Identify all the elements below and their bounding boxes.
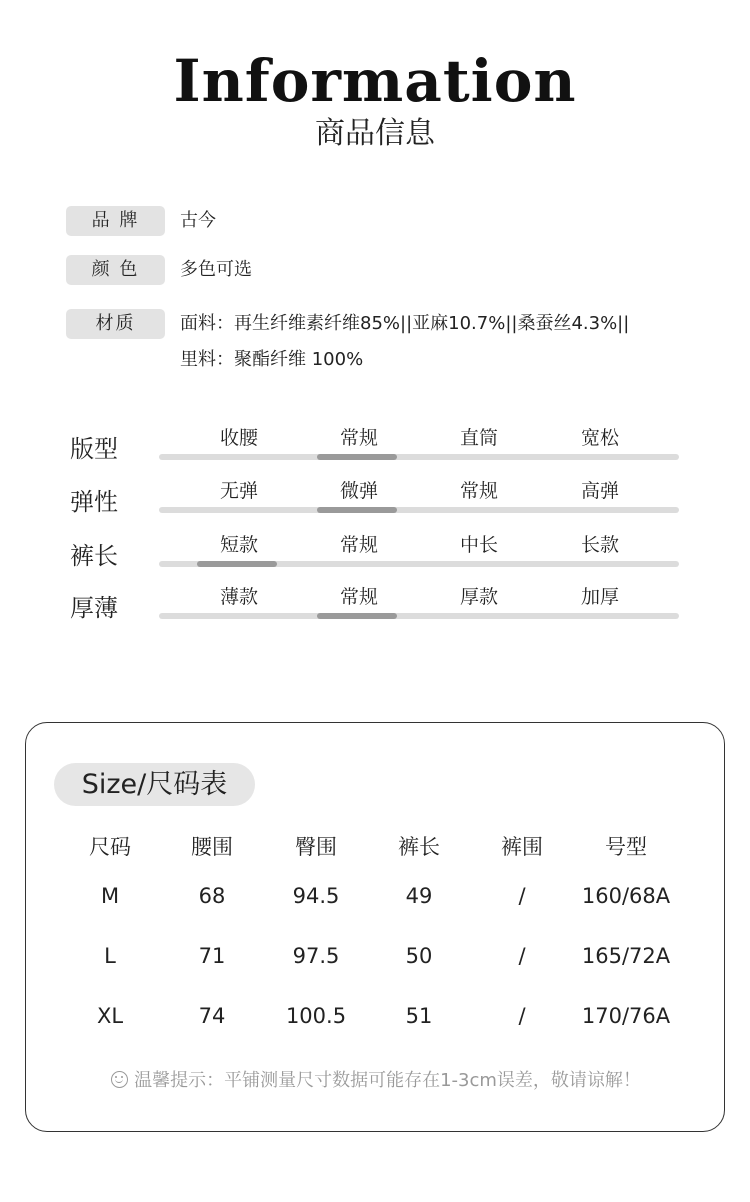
attr-row-length <box>70 530 680 580</box>
size-cell: / <box>518 944 526 968</box>
size-header-cell: 腰围 <box>191 835 233 859</box>
attr-option: 长款 <box>580 534 619 556</box>
attr-name: 厚薄 <box>70 594 118 622</box>
size-note-text: 温馨提示：平铺测量尺寸数据可能存在1-3cm误差，敬请谅解！ <box>134 1070 641 1091</box>
size-cell: 94.5 <box>292 884 340 908</box>
attr-highlight <box>317 507 397 513</box>
attr-track <box>159 507 679 513</box>
size-cell: 71 <box>198 944 226 968</box>
attr-option: 高弹 <box>580 480 619 502</box>
attr-option: 常规 <box>339 586 378 608</box>
smile-icon <box>111 1071 128 1088</box>
size-cell: L <box>104 944 116 968</box>
attr-name: 弹性 <box>70 488 118 516</box>
size-cell: 160/68A <box>581 884 671 908</box>
attr-highlight <box>197 561 277 567</box>
attr-track <box>159 561 679 567</box>
attr-name: 裤长 <box>70 542 118 570</box>
info-label: 颜 色 <box>66 255 165 285</box>
size-cell: 100.5 <box>285 1004 347 1028</box>
size-cell: 170/76A <box>581 1004 671 1028</box>
size-table-title: Size/尺码表 <box>54 763 255 806</box>
size-cell: 49 <box>405 884 433 908</box>
attr-option: 短款 <box>219 534 258 556</box>
attr-track <box>159 454 679 460</box>
attr-option: 直筒 <box>459 427 498 449</box>
size-header-cell: 臀围 <box>295 835 337 859</box>
attr-name: 版型 <box>70 435 118 463</box>
attr-option: 中长 <box>459 534 498 556</box>
attr-row-fit <box>70 423 680 473</box>
attr-option: 收腰 <box>219 427 258 449</box>
attr-option: 微弹 <box>339 480 378 502</box>
attr-option: 常规 <box>339 427 378 449</box>
size-cell: 74 <box>198 1004 226 1028</box>
info-label: 品 牌 <box>66 206 165 236</box>
size-cell: 51 <box>405 1004 433 1028</box>
size-cell: 165/72A <box>581 944 671 968</box>
size-header-cell: 裤围 <box>501 835 543 859</box>
attr-option: 常规 <box>339 534 378 556</box>
size-cell: 50 <box>405 944 433 968</box>
size-cell: 97.5 <box>292 944 340 968</box>
attr-row-thickness <box>70 582 680 632</box>
size-cell: / <box>518 884 526 908</box>
size-cell: M <box>100 884 120 908</box>
attr-row-elasticity <box>70 476 680 526</box>
attr-track <box>159 613 679 619</box>
attr-option: 无弹 <box>219 480 258 502</box>
attr-option: 厚款 <box>459 586 498 608</box>
size-table-card <box>25 722 725 1132</box>
info-label: 材质 <box>66 309 165 339</box>
attr-option: 常规 <box>459 480 498 502</box>
attr-option: 薄款 <box>219 586 258 608</box>
attr-highlight <box>317 454 397 460</box>
size-cell: 68 <box>198 884 226 908</box>
attr-option: 宽松 <box>580 427 619 449</box>
title-cn: 商品信息 <box>315 116 435 151</box>
size-cell: / <box>518 1004 526 1028</box>
info-value: 古今 <box>180 210 216 231</box>
info-value: 里料：聚酯纤维 100% <box>180 349 364 370</box>
info-value: 面料：再生纤维素纤维85%||亚麻10.7%||桑蚕丝4.3%|| <box>180 313 630 334</box>
size-header-cell: 裤长 <box>398 835 440 859</box>
size-note <box>26 1066 726 1096</box>
info-value: 多色可选 <box>180 259 252 280</box>
attr-highlight <box>317 613 397 619</box>
title-en: Information <box>173 47 577 115</box>
size-header-cell: 尺码 <box>89 835 131 859</box>
size-cell: XL <box>96 1004 124 1028</box>
attr-option: 加厚 <box>580 586 619 608</box>
size-header-cell: 号型 <box>605 835 647 859</box>
